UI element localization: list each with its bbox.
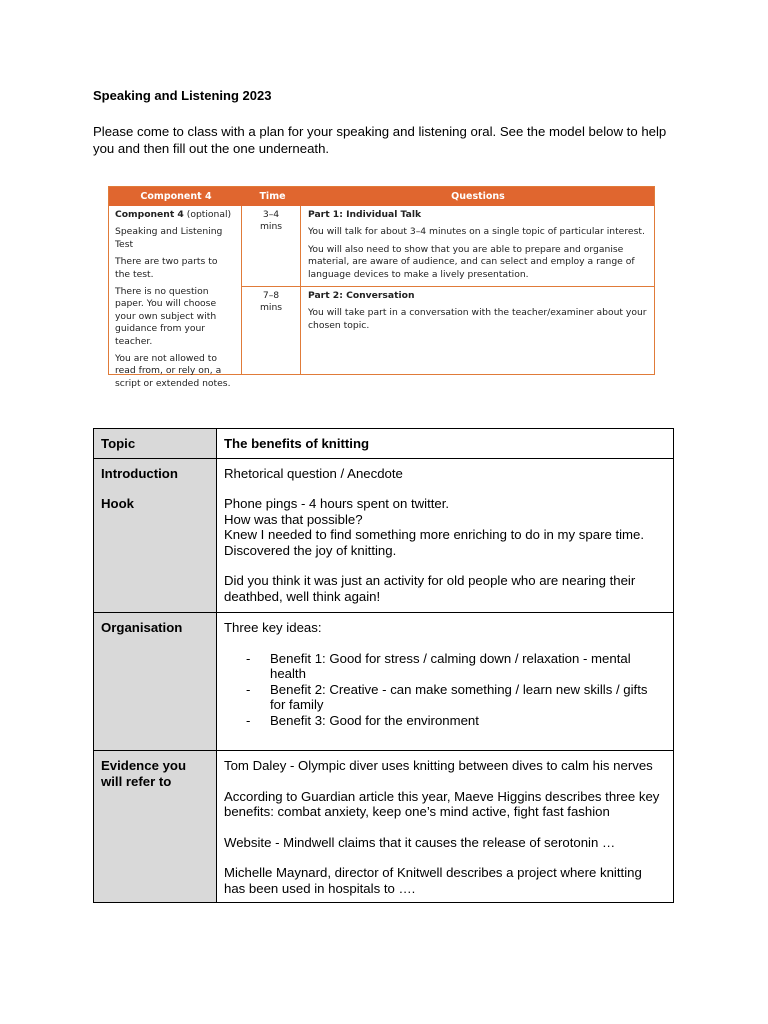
topic-value xyxy=(217,429,674,459)
evidence-item: Michelle Maynard, director of Knitwell describes a project where knitting has been used in hospitals to …. xyxy=(224,865,642,896)
hook-line: Phone pings - 4 hours spent on twitter. xyxy=(224,496,450,511)
hook-line: Knew I needed to find something more enriching to do in my spare time. xyxy=(224,527,645,542)
time-part1 xyxy=(242,206,300,287)
time-part2-text: 7–8 mins xyxy=(259,290,283,314)
component-description xyxy=(109,206,242,389)
introduction-label-cell xyxy=(94,458,217,613)
hook-line: How was that possible? xyxy=(224,511,363,527)
component-paragraph: Speaking and Listening Test xyxy=(115,226,223,250)
evidence-item: Website - Mindwell claims that it causes the release of serotonin … xyxy=(224,834,616,850)
list-item: - Benefit 1: Good for stress / calming down / relaxation - mental health xyxy=(224,651,666,682)
header-questions: Questions xyxy=(451,191,505,202)
introduction-text: Rhetorical question / Anecdote xyxy=(224,465,403,481)
table-row xyxy=(94,751,674,903)
header-time: Time xyxy=(259,191,286,202)
introduction-value xyxy=(217,458,674,613)
part1-text: You will also need to show that you are able to prepare and organise material, are aware of audience, and can select and employ a range of language devices to make a lively presentation. xyxy=(308,243,635,280)
part2-cell xyxy=(301,287,654,374)
evidence-label: Evidence you will refer to xyxy=(94,751,217,903)
organisation-list xyxy=(224,651,666,729)
hook-line: Discovered the joy of knitting. xyxy=(224,542,397,558)
part2-title: Part 2: Conversation xyxy=(308,290,415,301)
component-paragraph: There is no question paper. You will choose your own subject with guidance from your teacher. xyxy=(115,286,217,347)
component-optional: (optional) xyxy=(186,209,232,220)
table-row xyxy=(94,429,674,459)
part2-text: You will take part in a conversation with the teacher/examiner about your chosen topic. xyxy=(308,307,647,331)
part1-text: You will talk for about 3–4 minutes on a single topic of particular interest. xyxy=(308,226,645,238)
part1-cell xyxy=(301,206,654,287)
topic-text: The benefits of knitting xyxy=(224,436,370,451)
component-table-header xyxy=(109,187,654,206)
organisation-label: Organisation xyxy=(94,613,217,751)
list-item: - Benefit 3: Good for the environment xyxy=(224,713,666,729)
list-item: - Benefit 2: Creative - can make something / learn new skills / gifts for family xyxy=(224,682,666,713)
component-paragraph: You are not allowed to read from, or rely on, a script or extended notes. xyxy=(115,353,231,389)
hook-question: Did you think it was just an activity for old people who are nearing their deathbed, well think again! xyxy=(224,573,636,604)
part1-title: Part 1: Individual Talk xyxy=(308,209,422,220)
page-title: Speaking and Listening 2023 xyxy=(93,88,272,103)
organisation-intro: Three key ideas: xyxy=(224,620,322,635)
table-row xyxy=(94,613,674,751)
header-component: Component 4 xyxy=(140,191,212,202)
component-title: Component 4 xyxy=(115,209,184,220)
component-table-image xyxy=(108,186,655,389)
plan-table xyxy=(93,428,674,903)
evidence-item: According to Guardian article this year, Maeve Higgins describes three key benefits: combat anxiety, keep one’s mind active, fight fast fashion xyxy=(224,788,660,819)
hook-label: Hook xyxy=(101,496,134,511)
introduction-label: Introduction xyxy=(101,465,178,481)
table-row xyxy=(94,458,674,613)
time-part1-text: 3–4 mins xyxy=(259,209,283,233)
topic-label: Topic xyxy=(94,429,217,459)
component-paragraph: There are two parts to the test. xyxy=(115,256,218,280)
evidence-item: Tom Daley - Olympic diver uses knitting between dives to calm his nerves xyxy=(224,758,653,773)
organisation-value xyxy=(217,613,674,751)
evidence-value xyxy=(217,751,674,903)
time-part2 xyxy=(242,287,300,374)
intro-paragraph: Please come to class with a plan for your speaking and listening oral. See the model below to help you and then fill out the one underneath. xyxy=(93,124,667,156)
